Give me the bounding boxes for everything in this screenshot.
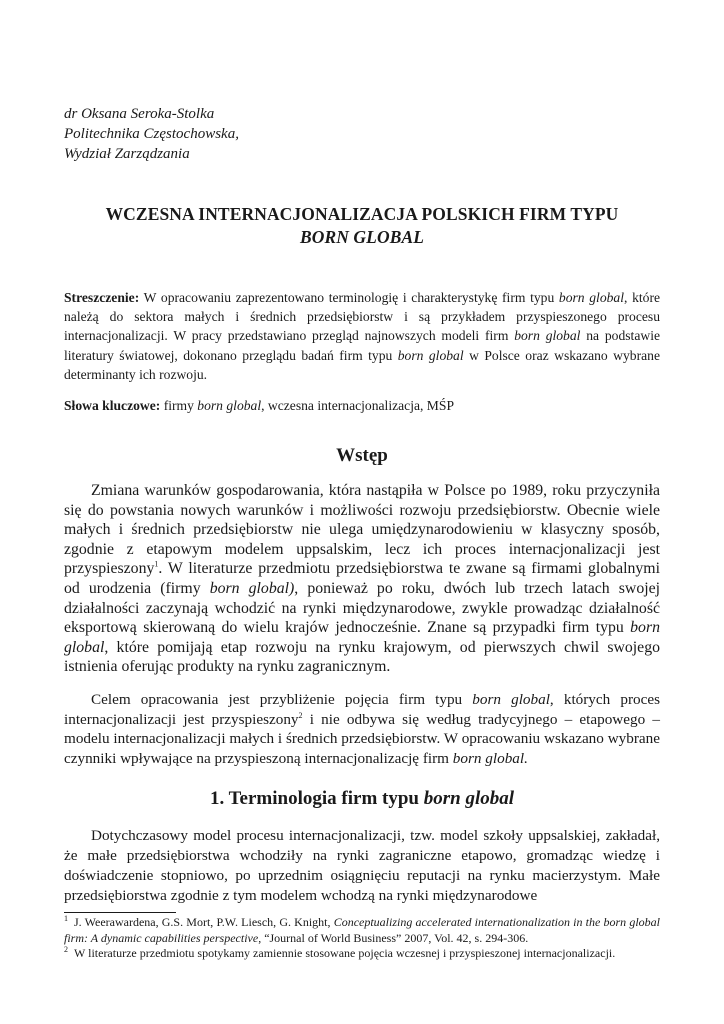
body-term: born global) [209,579,295,597]
footnote-number: 1 [64,914,68,923]
body-term: born global. [452,749,528,767]
footnote-text: , “Journal of World Business” 2007, Vol. 42, s. 294-306. [258,930,529,945]
abstract-text: na podstawie literatury światowej, dokonano przeglądu badań firm typu [64,328,660,363]
body-term: born global [64,619,660,656]
author-department: Wydział Zarządzania [64,146,190,162]
body-term: born global [472,691,550,708]
body-text: , których proces internacjonalizacji jest przyspieszony [64,691,661,728]
footnote-text: J. Weerawardena, G.S. Mort, P.W. Liesch, G. Knight, [74,915,334,929]
paper-title-line-1: WCZESNA INTERNACJONALIZACJA POLSKICH FIRM TYPU [105,204,619,224]
keywords-text: firmy [160,398,198,413]
document-page [64,0,660,1024]
intro-paragraph-1 [64,481,660,677]
keywords [64,396,660,415]
body-text: Celem opracowania jest przybliżenie pojęcia firm typu [91,691,473,708]
terminology-paragraph-1: Dotychczasowy model procesu internacjonalizacji, tzw. model szkoły uppsalskiej, zakładał, że małe przedsiębiorstwa wchodziły na rynki zagraniczne etapowo, gromadząc wiedzę i doświadczenie stopniowo, po uprzednim osiągnięciu reputacji na rynku macierzystym. Małe przedsiębiorstwa zgodnie z tym modelem wchodzą na rynki międzynarodowe [64,827,660,904]
footnote-text: W literaturze przedmiotu spotykamy zamiennie stosowane pojęcia wczesnej i przyspieszonej internacjonalizacji. [74,946,616,961]
intro-paragraph-2 [64,690,660,768]
abstract-term: born global [558,290,625,305]
section-heading-intro: Wstęp [336,445,388,466]
footnote-1 [64,915,660,946]
section-heading-term: born global [423,788,515,809]
footnote-2 [64,946,660,962]
body-text: Zmiana warunków gospodarowania, która nastąpiła w Polsce po 1989, roku przyczyniła się do powstania nowych warunków i możliwości rozwoju przedsiębiorstw. Obecnie wiele małych i średnich przedsiębiorstw nie ulega umiędzynarodowieniu w klasyczny sposób, zgodnie z etapowym modelem uppsalskim, lecz ich proces internacjonalizacji jest przyspieszony [64,482,660,578]
body-text: , które pomijają etap rozwoju na rynku krajowym, od pierwszych chwil swojego istnienia oferując produkty na rynku zagranicznym. [64,638,660,676]
abstract-text: W opracowaniu zaprezentowano terminologię i charakterystykę firm typu [139,290,559,305]
section-heading-terminology [64,787,660,811]
abstract-term: born global [514,328,581,344]
body-text: i nie odbywa się według tradycyjnego – etapowego – modelu internacjonalizacji małych i średnich przedsiębiorstw. W opracowaniu wskazano wybrane czynniki wpływające na przyspieszoną internacjonalizację firm [64,710,660,767]
abstract [64,288,660,384]
body-text: , ponieważ po roku, dwóch lub trzech latach swojej działalności zaczynają wchodzić na rynki międzynarodowe, zwykle prowadząc działalność eksportową skierowaną do wielu krajów jednocześnie. Znane są przypadki firm typu [64,579,661,637]
section-heading-text: 1. Terminologia firm typu [209,788,424,809]
keywords-text: , wczesna internacjonalizacja, MŚP [261,398,455,413]
footnote-number: 2 [64,945,68,955]
author-name: dr Oksana Seroka-Stolka [64,106,215,122]
keywords-term: born global [197,398,262,413]
footnote-title: Conceptualizing accelerated internationalization in the born global firm: A dynamic capabilities perspective [64,915,660,945]
author-affiliation: Politechnika Częstochowska, [64,126,239,142]
footnotes [64,915,660,962]
abstract-text: , które należą do sektora małych i średnich przedsiębiorstw i są przykładem przyspieszonego procesu internacjonalizacji. W pracy przedstawiano przegląd najnowszych modeli firm [64,290,661,344]
abstract-text: w Polsce oraz wskazano wybrane determinanty ich rozwoju. [64,347,660,382]
abstract-label: Streszczenie: [64,290,140,305]
footnote-ref-2[interactable]: 2 [298,710,303,720]
footnote-ref-1[interactable]: 1 [154,560,159,570]
body-text: . W literaturze przedmiotu przedsiębiorstwa te zwane są firmami globalnymi od urodzenia (firmy [64,560,660,597]
abstract-term: born global [397,347,464,363]
keywords-label: Słowa kluczowe: [64,398,161,413]
footnote-divider [64,912,176,913]
paper-title-line-2: BORN GLOBAL [299,227,425,247]
paper-title [64,203,660,249]
author-block [64,104,239,164]
